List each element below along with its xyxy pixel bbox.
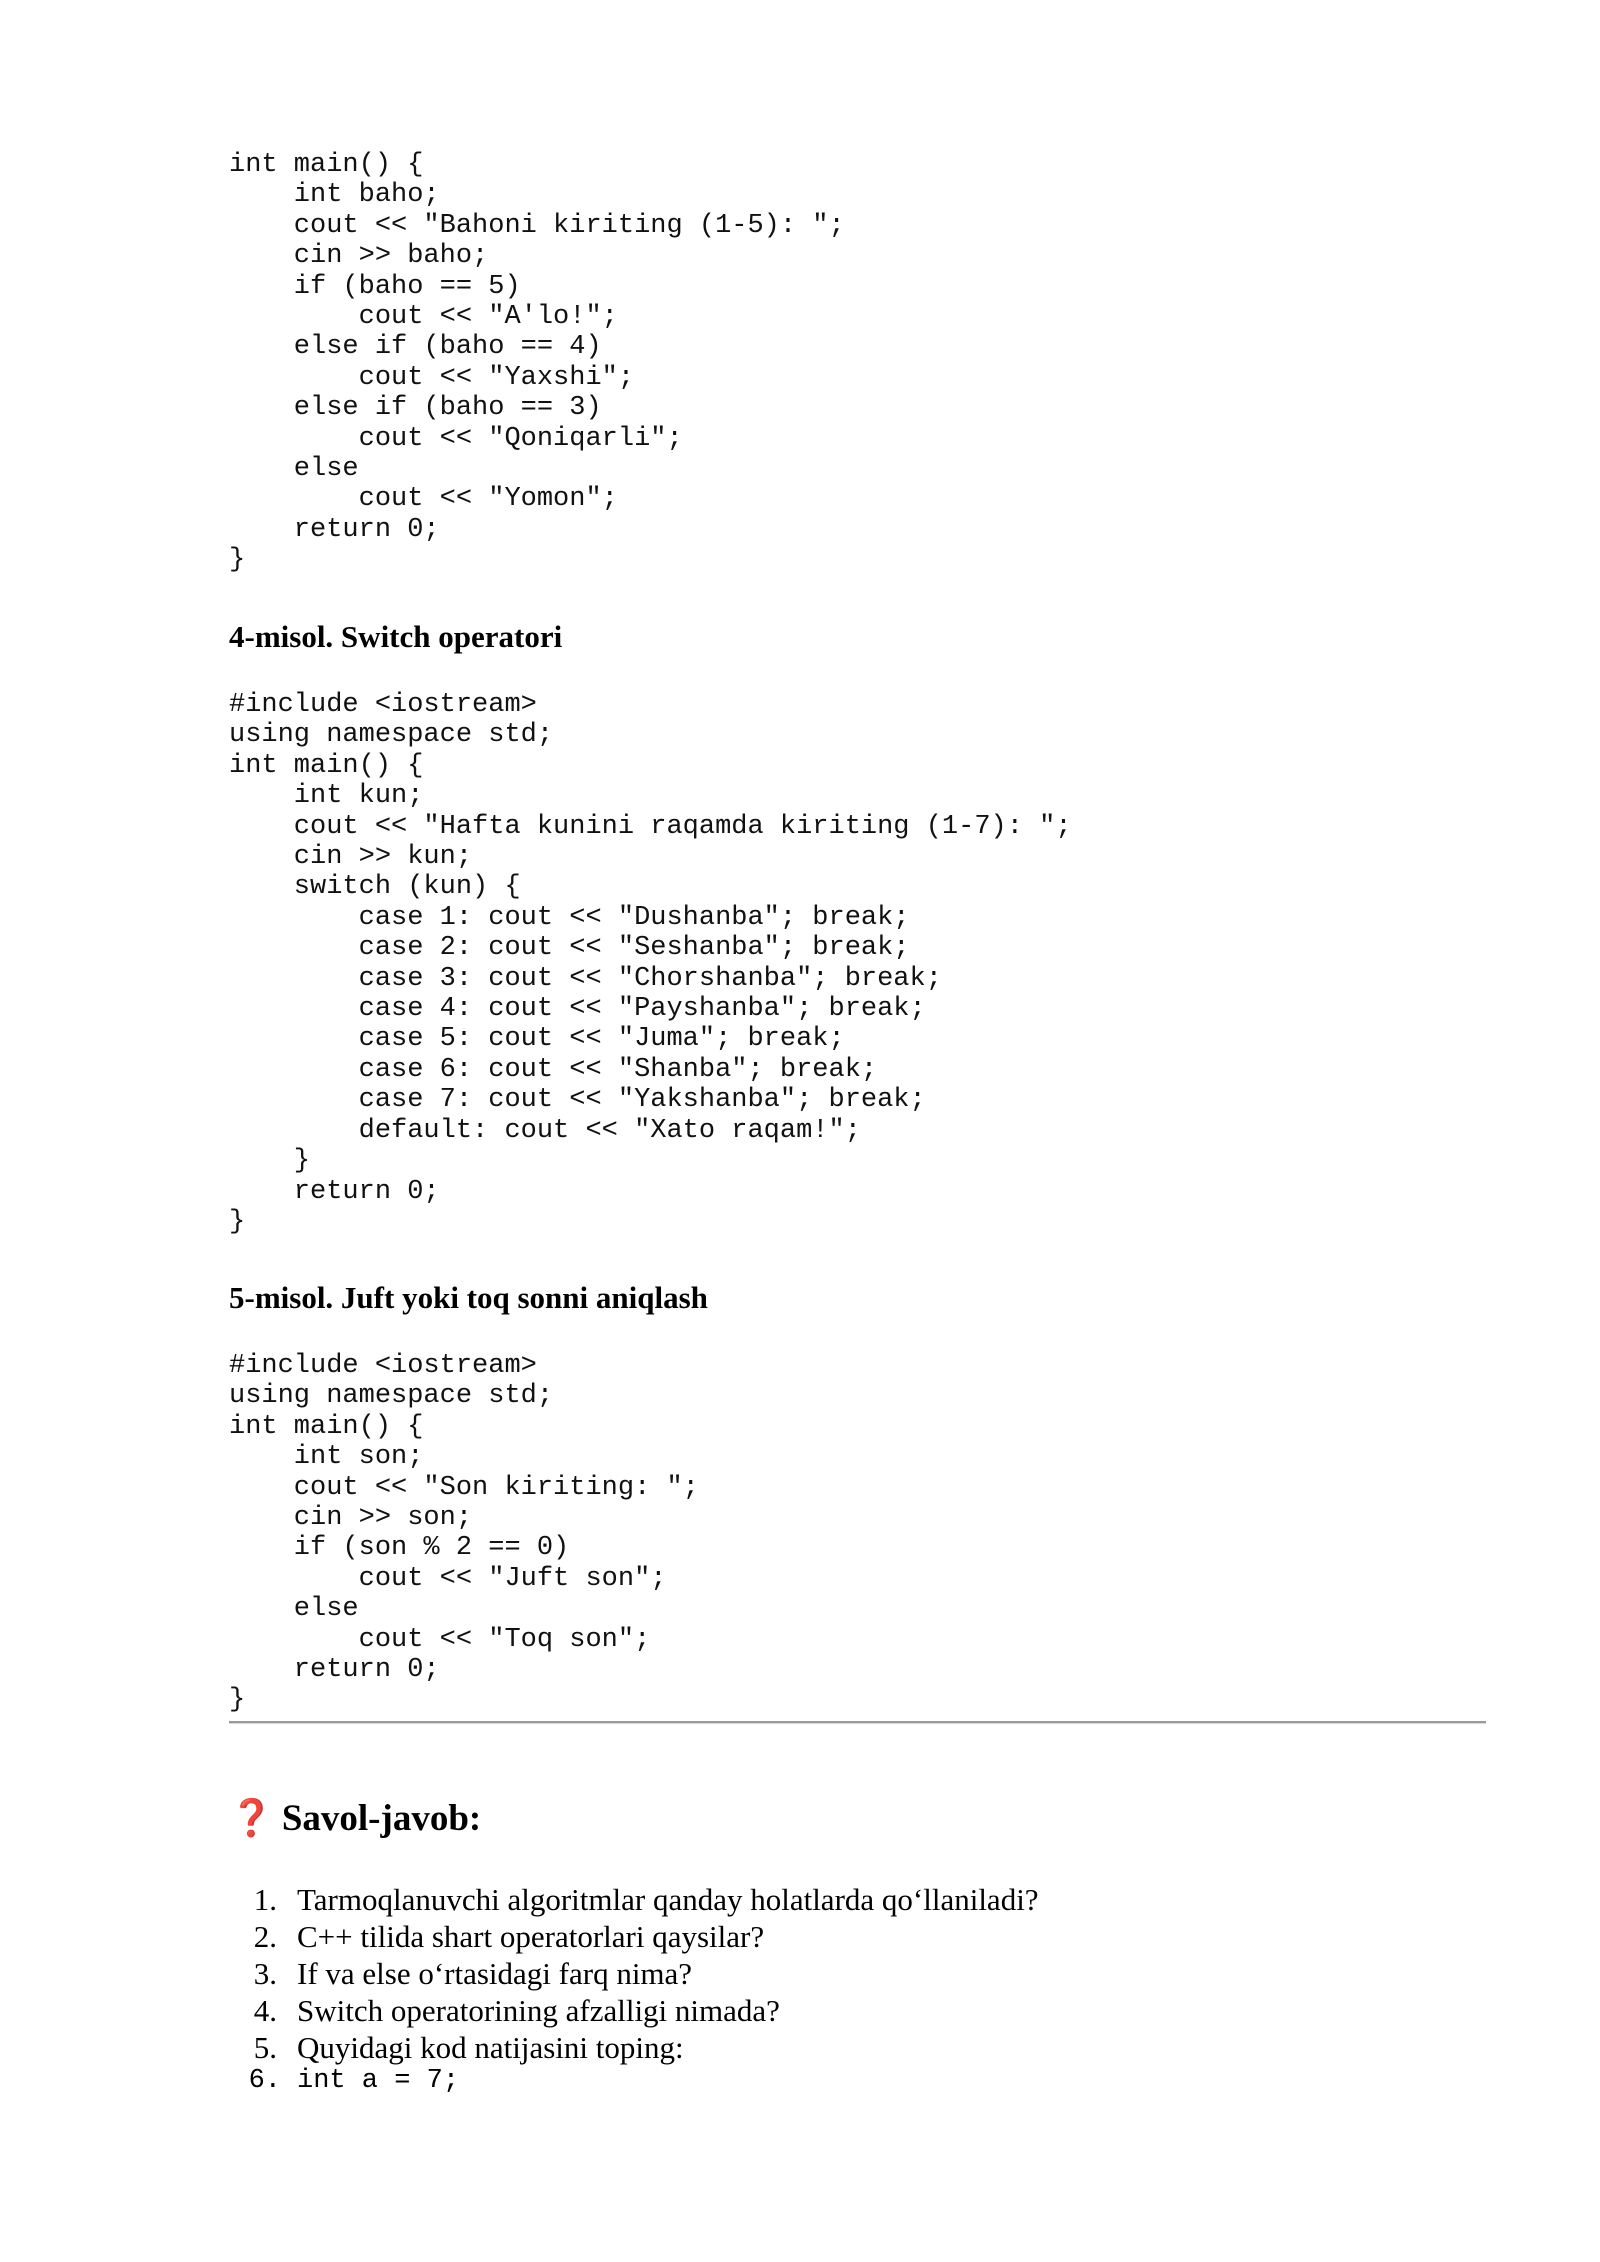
list-item-text: If va else o‘rtasidagi farq nima? [297, 1956, 693, 1991]
list-item [229, 1918, 1039, 1955]
list-item [229, 1992, 1039, 2029]
list-item-number: 5. [253, 2030, 277, 2065]
code-block-switch: #include <iostream> using namespace std; int main() { int kun; cout << "Hafta kunini raqamda kiriting (1-7): "; cin >> kun; switch (kun) { case 1: cout << "Dushanba"; break; case 2: cout << "Seshanba"; break; case 3: cout << "Chorshanba"; break; case 4: cout << "Payshanba"; break; case 5: cout << "Juma"; break; case 6: cout << "Shanba"; break; case 7: cout << "Yakshanba"; break; default: cout << "Xato raqam!"; } return 0; } [229, 690, 1072, 1237]
list-item-number: 2. [253, 1919, 277, 1954]
code-block-if-else: int main() { int baho; cout << "Bahoni kiriting (1-5): "; cin >> baho; if (baho == 5) cout << "A'lo!"; else if (baho == 4) cout << "Yaxshi"; else if (baho == 3) cout << "Qoniqarli"; else cout << "Yomon"; return 0; } [229, 150, 845, 576]
list-item-text: Quyidagi kod natijasini toping: [297, 2030, 684, 2065]
section-heading-even-odd: 5-misol. Juft yoki toq sonni aniqlash [229, 1280, 708, 1315]
qa-section-title [229, 1797, 481, 1841]
list-item-text: Switch operatorining afzalligi nimada? [297, 1993, 780, 2028]
horizontal-divider [229, 1721, 1486, 1724]
list-item [229, 1955, 1039, 1992]
list-item-number: 6. [248, 2066, 281, 2096]
list-item-code: int a = 7; [297, 2066, 460, 2096]
question-list [229, 1881, 1039, 2103]
qa-title-text: Savol-javob: [281, 1798, 482, 1839]
list-item-text: Tarmoqlanuvchi algoritmlar qanday holatlarda qo‘llaniladi? [297, 1882, 1039, 1917]
list-item-number: 4. [253, 1993, 277, 2028]
list-item-text: C++ tilida shart operatorlari qaysilar? [297, 1919, 765, 1954]
list-item [229, 2029, 1039, 2066]
section-heading-switch: 4-misol. Switch operatori [229, 619, 563, 654]
list-item-number: 1. [253, 1882, 277, 1917]
list-item-number: 3. [253, 1956, 277, 1991]
code-block-even-odd: #include <iostream> using namespace std; int main() { int son; cout << "Son kiriting: "; cin >> son; if (son % 2 == 0) cout << "Juft son"; else cout << "Toq son"; return 0; } [229, 1351, 699, 1716]
list-item [229, 2066, 1039, 2103]
list-item [229, 1881, 1039, 1918]
question-mark-icon: ❓ [229, 1798, 274, 1839]
